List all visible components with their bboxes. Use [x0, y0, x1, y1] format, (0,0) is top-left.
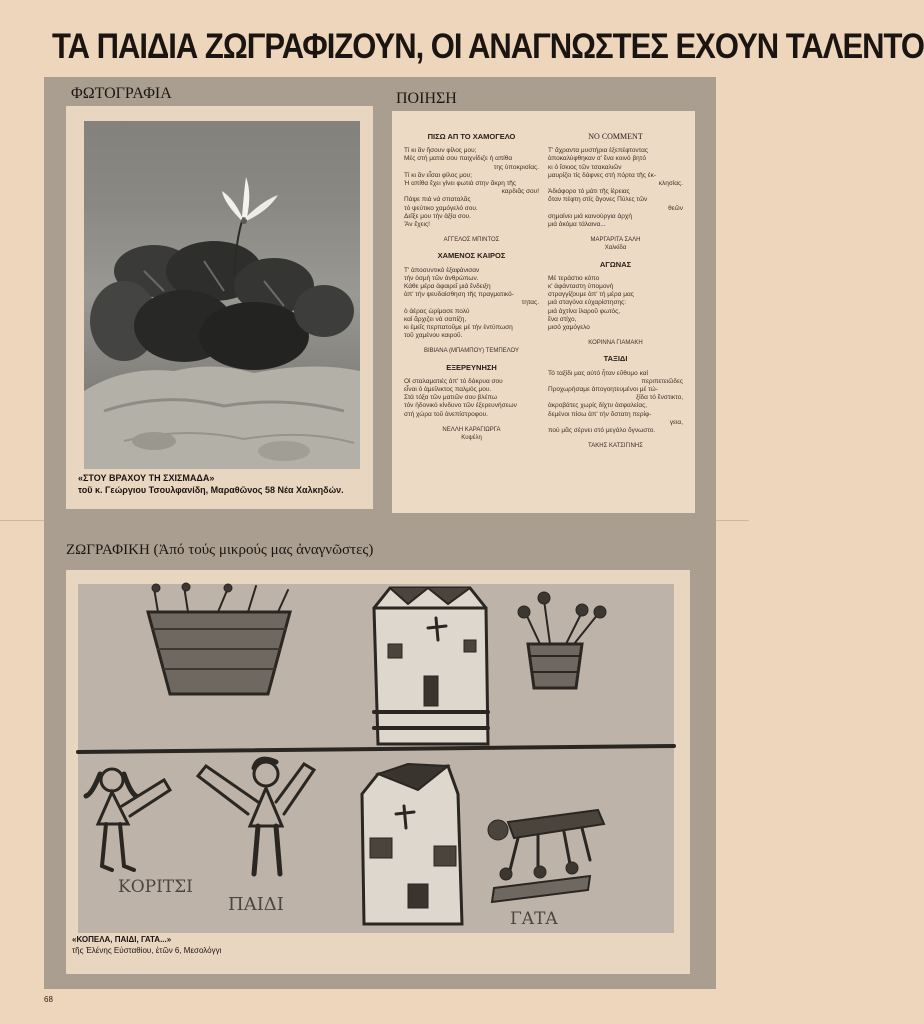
poem-line: Δεῖξε μου τήν ἀξία σου.	[404, 212, 471, 220]
poem-line: Τ' ἄχραντα μυστήρια ἐξεπέφτοντας	[548, 147, 649, 155]
poem-line: κι ἐμεῖς περπατοῦμε μέ τήν ἐντύπωση	[404, 324, 513, 332]
poem	[404, 133, 539, 244]
poem-line: Πάψε πιά νά σπαταλᾶς	[404, 196, 471, 204]
poem-line: ὅταν πέφτη στίς ἄγονες Πύλες τῶν	[548, 196, 648, 204]
poem-author: ΑΓΓΕΛΟΣ ΜΠΙΝΤΟΣ	[443, 237, 500, 244]
poem-line: της ὑποκρισίας.	[493, 163, 539, 171]
poem-line: Κάθε μέρα ἀφαιρεῖ μιά ἔνδειξη	[404, 283, 491, 291]
poem-title: ΤΑΞΙΔΙ	[603, 354, 628, 364]
poem-column-right	[548, 125, 683, 455]
poem-line: εἶναι ὁ ἀμείλικτος παλμός μου.	[404, 386, 492, 394]
photo-caption-credit: τοῦ κ. Γεώργιου Τσουλφανίδη, Μαραθῶνος 58 Νέα Χαλκηδών.	[78, 485, 344, 495]
poem-line: καί ἄρχιζει νά σαπίζη,	[404, 315, 467, 323]
handwritten-word: ΓΑΤΑ	[510, 909, 558, 929]
photo-section-label: ΦΩΤΟΓΡΑΦΙΑ	[71, 85, 172, 102]
photo-caption-title: «ΣΤΟΥ ΒΡΑΧΟΥ ΤΗ ΣΧΙΣΜΑΔΑ»	[78, 473, 215, 483]
poem-place: Χαλκίδα	[604, 245, 627, 252]
poem-line: τητας.	[521, 299, 539, 307]
poem-line: μιά ἀχτίνα ἰλαροῦ φωτός,	[548, 307, 621, 315]
poem-line: Τί κι ἂν εἶσαι φίλος μου;	[404, 171, 472, 179]
poem-place: Κυψέλη	[461, 435, 482, 442]
poem-line: ἀκροβάτες χωρίς δίχτυ ἀσφαλείας,	[548, 402, 648, 410]
poem	[404, 252, 539, 355]
poem-author: ΜΑΡΓΑΡΙΤΑ ΣΑΛΗ	[590, 237, 641, 244]
poem-line: μαυρίζει τίς δάφνες στή πόρτα τῆς ἐκ-	[548, 171, 657, 179]
poem	[404, 364, 539, 443]
drawing-caption-credit: τῆς Ἐλένης Εὐσταθίου, ἐτῶν 6, Μεσολόγγι	[72, 946, 222, 955]
poem-line: κ' ἀφάνταστη ὑπομονή	[548, 283, 614, 291]
drawing-section-label: ΖΩΓΡΑΦΙΚΗ (Ἀπό τούς μικρούς μας ἀναγνῶστες)	[66, 542, 374, 558]
poem-line: ξίδα τό ἔνστικτο,	[636, 394, 683, 402]
poem-line: Ἡ απίθα ἔχει γίνει φωτιά στην ἄκρη τῆς	[404, 180, 517, 188]
poem-line: περιπετειῶδες	[641, 377, 683, 385]
page-number: 68	[44, 995, 53, 1004]
poem-title: ΧΑΜΕΝΟΣ ΚΑΙΡΟΣ	[437, 251, 506, 261]
poem-line: κι ὁ ἴσκιος τῶν τσακαλιῶν	[548, 163, 622, 171]
poem-line: Οἱ σταλαματιές ἀπ' τό δάκρυα σου	[404, 377, 503, 385]
poem-line: ἀπ' τήν ψευδαίσθηση τῆς πραγματικό-	[404, 291, 514, 299]
poem-line: μισό χαμόγελο	[548, 324, 590, 332]
poem-line: μιά ἀκόμα τάλαινα...	[548, 221, 606, 229]
poem-line: Ἀδιάφορο τό μάτι τῆς ἱέρειας	[548, 188, 630, 196]
poem-line: τόν ἡδονικό κίνδυνο τῶν ἐξερευνήσεων	[404, 402, 517, 410]
poem-line: Μέ τεράστιο κόπο	[548, 274, 600, 282]
photo-caption	[78, 472, 368, 496]
poem-column-left	[404, 125, 539, 446]
poem-line: μιά σταγόνα εὐχαρίστησης:	[548, 299, 627, 307]
drawing-caption	[72, 934, 422, 956]
poem-line: Ἂν ἔχεις!	[404, 221, 430, 229]
poem-line: κλησίας.	[658, 180, 683, 188]
poem-line: δεμένοι πίσω ἀπ' τήν ὄστατη περίφ-	[548, 410, 652, 418]
poem-title: NO COMMENT	[588, 132, 643, 141]
poem	[548, 133, 683, 253]
poem	[548, 355, 683, 450]
handwritten-word: ΚΟΡΙΤΣΙ	[118, 877, 193, 897]
poem-line: Τ' ἀποσυντικό ἐξαφάνισαν	[404, 266, 480, 274]
poem-line: γεια,	[669, 418, 683, 426]
poem-line: καρδιᾶς σου!	[501, 188, 539, 196]
poem-line: θεῶν	[668, 204, 683, 212]
poem-line: τήν ὀσμή τῶν ἀνθρώπων.	[404, 274, 479, 282]
poem-title: ΕΞΕΡΕΥΝΗΣΗ	[446, 362, 497, 372]
poem-author: ΝΕΛΛΗ ΚΑΡΑΓΙΩΡΓΑ	[442, 426, 501, 433]
child-drawing	[78, 584, 674, 933]
poem-line: ἀποκαλύφθηκαν σ' ἕνα κοινό βητό	[548, 155, 646, 163]
drawing-caption-title: «ΚΟΠΕΛΑ, ΠΑΙΔΙ, ΓΑΤΑ...»	[72, 935, 172, 944]
poem-line: πού μᾶς σέρνει στό μεγάλο ὄγνωστο.	[548, 427, 656, 435]
poem-line: ἕνα στίχο,	[548, 315, 577, 323]
poem	[548, 261, 683, 348]
poem-author: ΤΑΚΗΣ ΚΑΤΣΙΓΙΝΗΣ	[588, 443, 643, 450]
flower-photo	[84, 121, 360, 469]
headline: ΤΑ ΠΑΙΔΙΑ ΖΩΓΡΑΦΙΖΟΥΝ, ΟΙ ΑΝΑΓΝΩΣΤΕΣ ΕΧΟΥΝ ΤΑΛΕΝΤΟ	[52, 26, 924, 67]
poem-title: ΑΓΩΝΑΣ	[599, 259, 632, 269]
poem-line: στραγγίζουμε ἀπ' τή μέρα μας	[548, 291, 634, 299]
poem-line: τοῦ χαμένου καιροῦ.	[404, 332, 463, 340]
poem-line: ὁ ἀέρας ὡρίμασε πολύ	[404, 307, 470, 315]
poem-title: ΠΙΣΩ ΑΠ ΤΟ ΧΑΜΟΓΕΛΟ	[427, 132, 516, 141]
handwritten-word: ΠΑΙΔΙ	[228, 894, 284, 915]
poem-line: Τό ταξίδι μας αὐτό ἦταν εὔθυμο καί	[548, 369, 648, 377]
poem-line: Τί κι ἂν ἤσουν φίλος μου;	[404, 147, 477, 155]
poem-line: στή χώρα τοῦ ἀνεπίστροφου.	[404, 410, 488, 418]
poem-line: Μές στή ματιά σου παιχνίδιζε ἡ απίθα	[404, 155, 513, 163]
poem-line: σημαίνει μιά καινούργια ἀρχή	[548, 212, 632, 220]
poem-author: ΚΟΡΙΝΝΑ ΓΙΑΜΑΚΗ	[588, 340, 643, 347]
poem-author: ΒΙΒΙΑΝΑ (ΜΠΑΜΠΟΥ) ΤΕΜΠΕΛΟΥ	[423, 348, 520, 355]
poem-line: Προχωρήσαμε ἀπογοητευμένοι μέ τώ-	[548, 386, 658, 394]
poem-line: Στά τόξα τῶν ματιῶν σου βλέπω	[404, 394, 497, 402]
poetry-section-label: ΠΟΙΗΣΗ	[396, 90, 457, 107]
poem-line: τό ψεύτικο χαμόγελό σου.	[404, 204, 478, 212]
